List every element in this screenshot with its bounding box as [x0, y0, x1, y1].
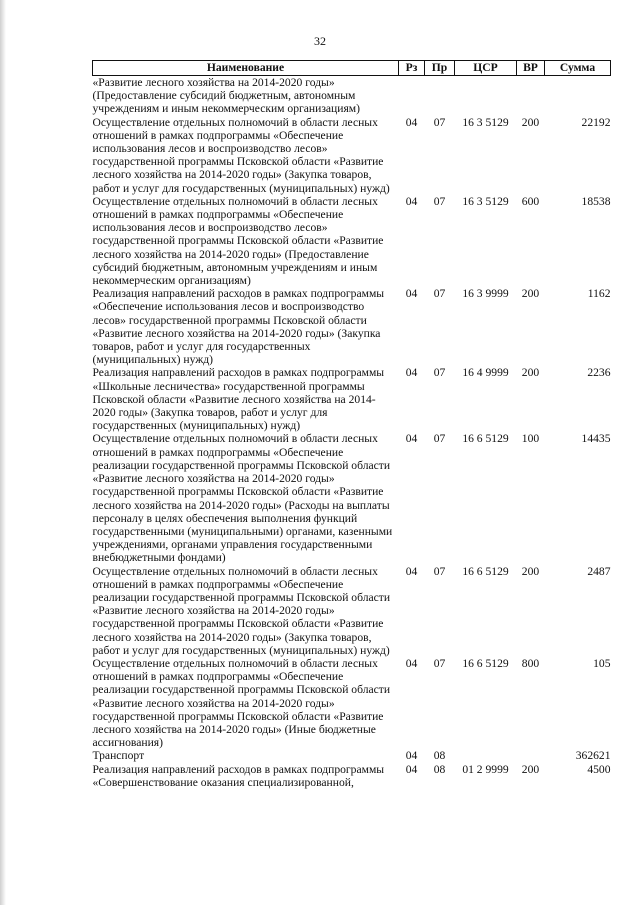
- row-name: Реализация направлений расходов в рамках подпрограммы «Совершенствование оказания специализированной,: [92, 762, 385, 789]
- table-row: [93, 432, 611, 564]
- row-vr: [517, 749, 545, 762]
- row-rz: 04: [405, 115, 418, 129]
- row-csr: 16 3 9999: [462, 287, 509, 301]
- row-pr: 07: [433, 564, 446, 578]
- table-row: [93, 287, 611, 366]
- table-header-row: [93, 61, 611, 76]
- row-vr: 200: [521, 115, 540, 129]
- row-name: Осуществление отдельных полномочий в области лесных отношений в рамках подпрограммы «Обеспечение реализации государственной программы Псковской области «Развитие лесного хозяйства на 2014-2020 годы» государственной программы Псковской области «Развитие лесного хозяйства на 2014-2020 годы» (Расходы на выплаты персоналу в целях обеспечения выполнения функций государственными (муниципальными) органами, казенными учреждениями, органами управления государственными внебюджетными фондами): [92, 432, 393, 565]
- table-row: [93, 116, 611, 195]
- table-row: [93, 366, 611, 432]
- header-sum: Сумма: [545, 61, 611, 76]
- row-rz: 04: [405, 749, 418, 763]
- row-pr: 07: [433, 366, 446, 380]
- row-vr: 800: [521, 656, 540, 670]
- row-vr: 200: [521, 762, 540, 776]
- row-pr: 08: [433, 749, 446, 763]
- row-sum: 105: [593, 656, 611, 670]
- row-rz: 04: [405, 564, 418, 578]
- row-csr: 16 4 9999: [462, 366, 509, 380]
- row-pr: 07: [433, 432, 446, 446]
- row-sum: [545, 76, 611, 116]
- row-sum: 1162: [587, 287, 611, 301]
- table-row: [93, 565, 611, 657]
- row-csr: 16 3 5129: [462, 194, 509, 208]
- budget-table: [92, 60, 611, 789]
- row-name: Осуществление отдельных полномочий в области лесных отношений в рамках подпрограммы «Обеспечение реализации государственной программы Псковской области «Развитие лесного хозяйства на 2014-2020 годы» государственной программы Псковской области «Развитие лесного хозяйства на 2014-2020 годы» (Иные бюджетные ассигнования): [92, 656, 391, 750]
- table-row: [93, 749, 611, 762]
- row-pr: 07: [433, 287, 446, 301]
- row-name: Реализация направлений расходов в рамках подпрограммы «Школьные лесничества» государственной программы Псковской области «Развитие лесного хозяйства на 2014-2020 годы» (Закупка товаров, работ и услуг для государственных (муниципальных) нужд): [92, 366, 385, 433]
- row-rz: [399, 76, 425, 116]
- row-rz: 04: [405, 432, 418, 446]
- row-rz: 04: [405, 287, 418, 301]
- row-sum: 2236: [587, 366, 611, 380]
- row-sum: 22192: [581, 115, 611, 129]
- row-vr: 600: [521, 194, 540, 208]
- row-csr: [455, 76, 517, 116]
- row-rz: 04: [405, 194, 418, 208]
- row-name: Осуществление отдельных полномочий в области лесных отношений в рамках подпрограммы «Обеспечение использования лесов и воспроизводство лесов» государственной программы Псковской области «Развитие лесного хозяйства на 2014-2020 годы» (Предоставление субсидий бюджетным, автономным учреждениям и иным некоммерческим организациям): [92, 194, 384, 288]
- row-rz: 04: [405, 762, 418, 776]
- row-csr: [455, 749, 517, 762]
- row-csr: 16 3 5129: [462, 115, 509, 129]
- row-csr: 16 6 5129: [462, 656, 509, 670]
- header-csr: ЦСР: [455, 61, 517, 76]
- row-csr: 01 2 9999: [462, 762, 509, 776]
- row-vr: 200: [521, 287, 540, 301]
- row-vr: 200: [521, 366, 540, 380]
- row-csr: 16 6 5129: [462, 432, 509, 446]
- header-pr: Пр: [425, 61, 455, 76]
- row-name: Осуществление отдельных полномочий в области лесных отношений в рамках подпрограммы «Обеспечение использования лесов и воспроизводство лесов» государственной программы Псковской области «Развитие лесного хозяйства на 2014-2020 годы» (Закупка товаров, работ и услуг для государственных (муниципальных) нужд): [92, 115, 390, 195]
- header-rz: Рз: [399, 61, 425, 76]
- header-vr: ВР: [517, 61, 545, 76]
- row-sum: 14435: [581, 432, 611, 446]
- row-sum: 2487: [587, 564, 611, 578]
- row-pr: 07: [433, 194, 446, 208]
- row-sum: 18538: [581, 194, 611, 208]
- row-sum: 4500: [587, 762, 611, 776]
- row-name: «Развитие лесного хозяйства на 2014-2020 годы» (Предоставление субсидий бюджетным, автономным учреждениям и иным некоммерческим организациям): [92, 76, 360, 116]
- row-pr: 07: [433, 656, 446, 670]
- row-pr: 07: [433, 115, 446, 129]
- row-name: Реализация направлений расходов в рамках подпрограммы «Обеспечение использования лесов и воспроизводство лесов» государственной программы Псковской области «Развитие лесного хозяйства на 2014-2020 годы» (Закупка товаров, работ и услуг для государственных (муниципальных) нужд): [92, 287, 385, 367]
- row-vr: 100: [521, 432, 540, 446]
- row-csr: 16 6 5129: [462, 564, 509, 578]
- row-vr: [517, 76, 545, 116]
- row-sum: 362621: [575, 749, 611, 763]
- table-row: [93, 195, 611, 287]
- row-pr: [425, 76, 455, 116]
- page-number: 32: [314, 34, 326, 48]
- header-name: Наименование: [93, 61, 399, 76]
- row-rz: 04: [405, 656, 418, 670]
- row-rz: 04: [405, 366, 418, 380]
- row-name: Транспорт: [92, 749, 145, 763]
- table-row: [93, 763, 611, 789]
- table-row: [93, 76, 611, 116]
- table-row: [93, 657, 611, 749]
- row-pr: 08: [433, 762, 446, 776]
- row-vr: 200: [521, 564, 540, 578]
- row-name: Осуществление отдельных полномочий в области лесных отношений в рамках подпрограммы «Обеспечение реализации государственной программы Псковской области «Развитие лесного хозяйства на 2014-2020 годы» государственной программы Псковской области «Развитие лесного хозяйства на 2014-2020 годы» (Закупка товаров, работ и услуг для государственных (муниципальных) нужд): [92, 564, 391, 657]
- scan-edge-shadow: [0, 0, 6, 905]
